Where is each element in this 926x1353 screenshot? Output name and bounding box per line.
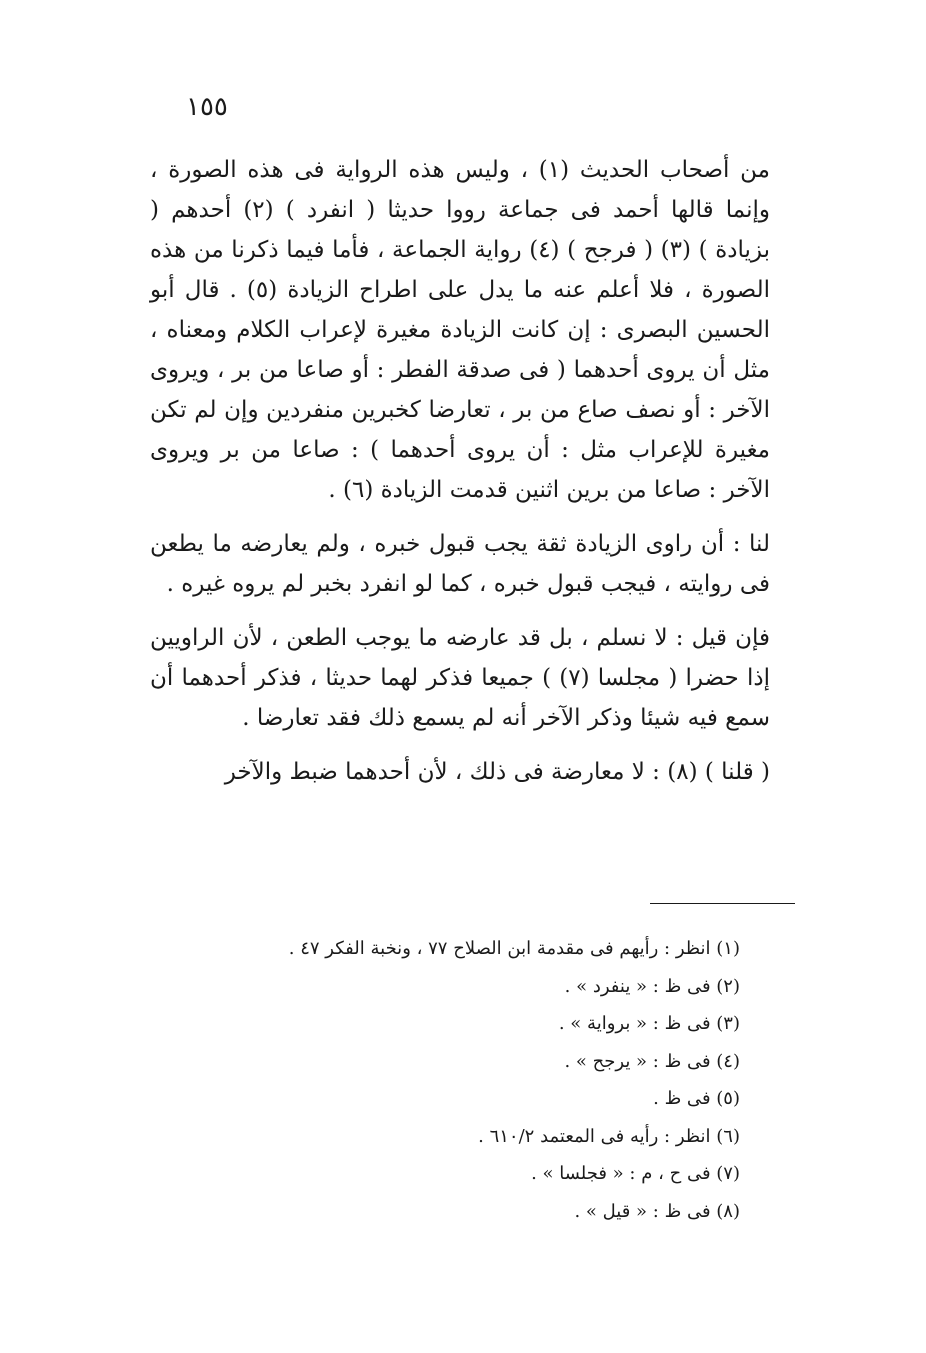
footnote-7: (٧) فى ح ، م : « فجلسا » . [531, 1163, 740, 1184]
paragraph-1: من أصحاب الحديث (١) ، وليس هذه الرواية فى هذه الصورة ، وإنما قالها أحمد فى جماعة رووا حديثا ( انفرد ) (٢) أحدهم ( بزيادة ) (٣) ( فرجح ) (٤) رواية الجماعة ، فأما فيما ذكرنا من هذه الصورة ، فلا أعلم عنه ما يدل على اطراح الزيادة (٥) . قال أبو الحسين البصرى : إن كانت الزيادة مغيرة لإعراب الكلام ومعناه ، مثل أن يروى أحدهما ( فى صدقة الفطر : أو صاعا من بر ، ويروى الآخر : أو نصف صاع من بر ، تعارضا كخبرين منفردين وإن لم تكن مغيرة للإعراب مثل : أن يروى أحدهما ) : صاعا من بر ويروى الآخر : صاعا من برين اثنين قدمت الزيادة (٦) . [150, 157, 770, 503]
footnote-8: (٨) فى ظ : « قيل » . [574, 1200, 740, 1222]
footnote-2: (٢) فى ظ : « ينفرد » . [564, 975, 740, 997]
footnote-3: (٣) فى ظ : « برواية » . [558, 1013, 740, 1034]
paragraph-4: ( قلنا ) (٨) : لا معارضة فى ذلك ، لأن أحدهما ضبط والآخر [224, 759, 770, 785]
page-number: ١٥٥ [186, 92, 228, 122]
footnote-4: (٤) فى ظ : « يرجح » . [564, 1050, 740, 1072]
footnote-6: (٦) انظر : رأيه فى المعتمد ٦١٠/٢ . [478, 1125, 740, 1147]
paragraph-2: لنا : أن راوى الزيادة ثقة يجب قبول خبره ، ولم يعارضه ما يطعن فى روايته ، فيجب قبول خبره ، كما لو انفرد بخبر لم يروه غيره . [150, 531, 770, 597]
footnote-separator [650, 903, 795, 904]
footnotes [150, 930, 740, 1230]
paragraph-3: فإن قيل : لا نسلم ، بل قد عارضه ما يوجب الطعن ، لأن الراويين إذا حضرا ( مجلسا (٧) ) جميعا فذكر لهما حديثا ، فذكر أحدهما أن سمع فيه شيئا وذكر الآخر أنه لم يسمع ذلك فقد تعارضا . [150, 625, 770, 731]
main-text [150, 150, 770, 806]
footnote-5: (٥) فى ظ . [653, 1088, 740, 1109]
footnote-1: (١) انظر : رأيهم فى مقدمة ابن الصلاح ٧٧ ، ونخبة الفكر ٤٧ . [288, 938, 740, 959]
